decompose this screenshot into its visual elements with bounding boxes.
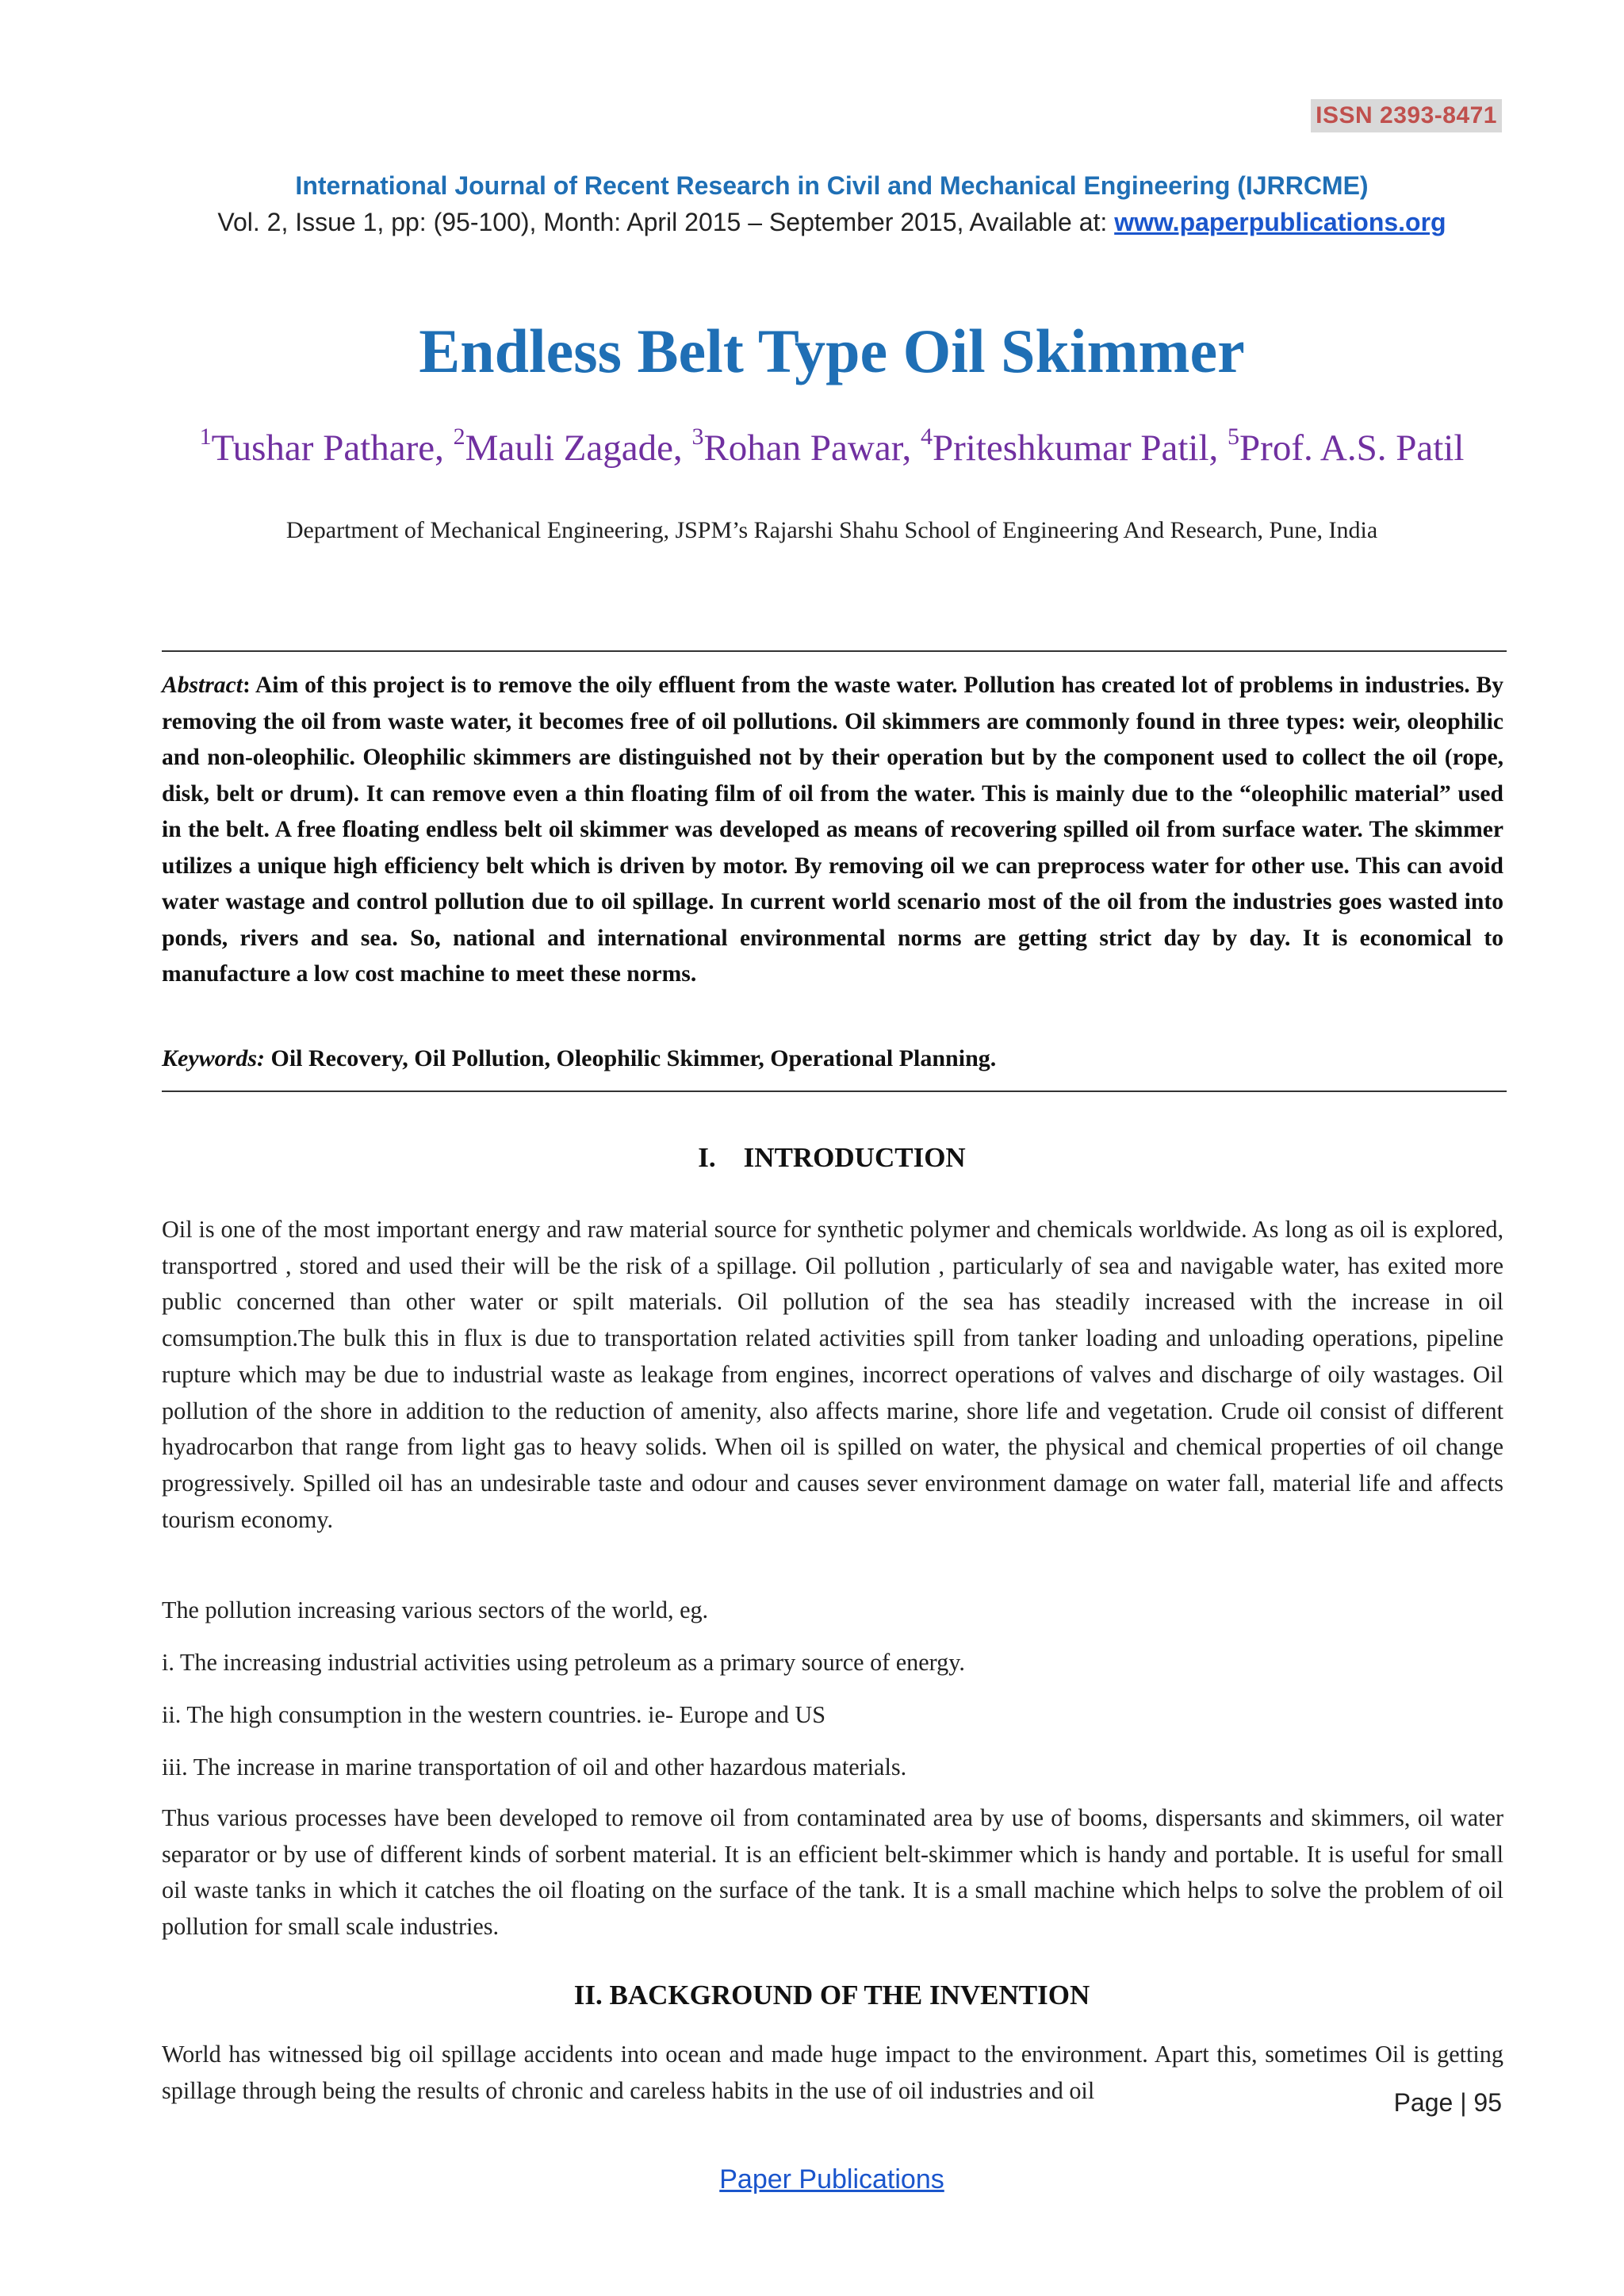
- journal-name: International Journal of Recent Research in Civil and Mechanical Engineering (IJRRCME): [295, 171, 1369, 200]
- author: [920, 424, 1228, 469]
- publisher-link[interactable]: Paper Publications: [719, 2164, 944, 2194]
- list-item: iii. The increase in marine transportation of oil and other hazardous materials.: [162, 1754, 907, 1780]
- intro-paragraph: Oil is one of the most important energy and raw material source for synthetic polymer and chemicals worldwide. As long as oil is explored, transportred , stored and used their will be the risk of a spillage. Oil pollution , particularly of sea and navigable water, has exited more public concerned than other water or spilt materials. Oil pollution of the sea has steadily increased with the increase in oil comsumption.The bulk this in flux is due to transportation related activities spill from tanker loading and unloading operations, pipeline rupture which may be due to industrial waste as leakage from engines, incorrect operations of valves and discharge of oily wastages. Oil pollution of the shore in addition to the reduction of amenity, also affects marine, shore life and vegetation. Crude oil consist of different hyadrocarbon that range from light gas to heavy solids. When oil is spilled on water, the physical and chemical properties of oil change progressively. Spilled oil has an undesirable taste and odour and causes sever environment damage on water fall, material life and affects tourism economy.: [162, 1216, 1503, 1533]
- paper-title: Endless Belt Type Oil Skimmer: [419, 316, 1245, 385]
- author-name: Prof. A.S. Patil: [1239, 427, 1465, 469]
- intro-paragraph: Thus various processes have been developed to remove oil from contaminated area by use of booms, dispersants and skimmers, oil water separator or by use of different kinds of sorbent material. It is an efficient belt-skimmer which is handy and portable. It is useful for small oil waste tanks in which it catches the oil floating on the surface of the tank. It is a small machine which helps to solve the problem of oil pollution for small scale industries.: [162, 1804, 1503, 1941]
- author-number: 4: [920, 424, 933, 450]
- abstract: [162, 668, 1503, 993]
- section-heading-background: II. BACKGROUND OF THE INVENTION: [573, 1980, 1090, 2010]
- author-name: Mauli Zagade,: [465, 427, 692, 469]
- author-number: 2: [453, 424, 465, 450]
- abstract-label: Abstract: [162, 673, 243, 698]
- abstract-text: : Aim of this project is to remove the oily effluent from the waste water. Pollution has created lot of problems in industries. By removing the oil from waste water, it becomes free of oil pollutions. Oil skimmers are commonly found in three types: weir, oleophilic and non-oleophilic. Oleophilic skimmers are distinguished not by their operation but by the component used to collect the oil (rope, disk, belt or drum). It can remove even a thin floating film of oil from the water. This is mainly due to the “oleophilic material” used in the belt. A free floating endless belt oil skimmer was developed as means of recovering spilled oil from surface water. The skimmer utilizes a unique high efficiency belt which is driven by motor. By removing oil we can preprocess water for other use. This can avoid water wastage and control pollution due to oil spillage. In current world scenario most of the oil from the industries goes wasted into ponds, rivers and sea. So, national and international environmental norms are getting strict day by day. It is economical to manufacture a low cost machine to meet these norms.: [162, 673, 1503, 987]
- list-item: i. The increasing industrial activities using petroleum as a primary source of energy.: [162, 1649, 965, 1676]
- keywords: [162, 1045, 1503, 1072]
- author-name: Tushar Pathare,: [211, 427, 454, 469]
- author: [199, 424, 454, 469]
- journal-info: [0, 208, 1624, 237]
- abstract-top-divider: [162, 650, 1507, 652]
- author-number: 5: [1228, 424, 1240, 450]
- section-heading-introduction: I. INTRODUCTION: [698, 1142, 966, 1173]
- keywords-label: Keywords:: [162, 1045, 265, 1071]
- issn-badge: ISSN 2393-8471: [1311, 99, 1502, 132]
- abstract-bottom-divider: [162, 1091, 1507, 1092]
- author-list: [0, 424, 1624, 470]
- author-number: 3: [691, 424, 704, 450]
- author-number: 1: [199, 424, 212, 450]
- affiliation: Department of Mechanical Engineering, JSPM’s Rajarshi Shahu School of Engineering And Research, Pune, India: [285, 517, 1378, 543]
- author-name: Priteshkumar Patil,: [932, 427, 1228, 469]
- keywords-text: Oil Recovery, Oil Pollution, Oleophilic Skimmer, Operational Planning.: [265, 1045, 997, 1071]
- author: [453, 424, 692, 469]
- author: [1228, 424, 1465, 469]
- author-name: Rohan Pawar,: [703, 427, 921, 469]
- page-number: Page | 95: [1393, 2088, 1502, 2117]
- list-item: ii. The high consumption in the western countries. ie- Europe and US: [162, 1701, 825, 1728]
- background-paragraph: World has witnessed big oil spillage accidents into ocean and made huge impact to the environment. Apart this, sometimes Oil is getting spillage through being the results of chronic and careless habits in the use of oil industries and oil: [162, 2041, 1503, 2104]
- intro-paragraph: The pollution increasing various sectors of the world, eg.: [162, 1596, 709, 1623]
- journal-issue-details: Vol. 2, Issue 1, pp: (95-100), Month: April 2015 – September 2015, Available at:: [217, 208, 1115, 236]
- author: [691, 424, 921, 469]
- journal-website-link[interactable]: www.paperpublications.org: [1114, 208, 1446, 236]
